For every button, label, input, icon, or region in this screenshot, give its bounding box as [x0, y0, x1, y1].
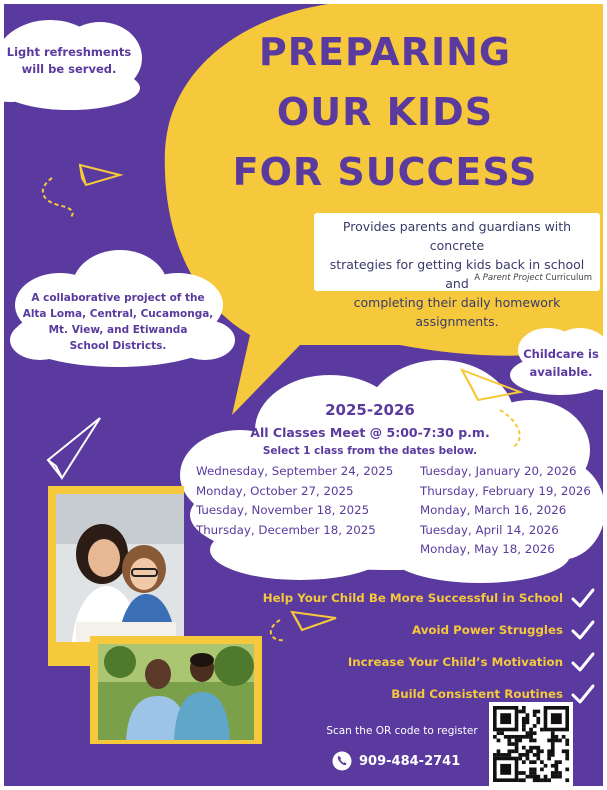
qr-module [544, 775, 548, 779]
qr-module [529, 746, 533, 750]
description-line: Provides parents and guardians with concrete [342, 219, 572, 253]
phone-contact[interactable] [332, 751, 460, 771]
qr-module [533, 713, 537, 717]
qr-module [504, 753, 508, 757]
qr-module [518, 735, 522, 739]
benefit-label: Increase Your Child’s Motivation [347, 655, 563, 669]
qr-module [504, 735, 508, 739]
qr-module [551, 771, 555, 775]
qr-module [522, 720, 526, 724]
qr-module [536, 717, 540, 721]
checkmark-icon [571, 587, 595, 609]
qr-module [558, 760, 562, 764]
phone-icon [332, 751, 352, 771]
qr-module [536, 778, 540, 782]
photo-illustration [98, 644, 254, 740]
qr-module [522, 735, 526, 739]
title-line: PREPARING [258, 30, 512, 74]
class-date: Tuesday, November 18, 2025 [196, 503, 370, 517]
qr-module [551, 749, 555, 753]
qr-module [551, 742, 555, 746]
refreshments-line: Light refreshments [6, 45, 132, 59]
class-date: Tuesday, January 20, 2026 [420, 464, 577, 478]
qr-module [565, 778, 569, 782]
qr-module [551, 764, 555, 768]
qr-module [529, 735, 533, 739]
qr-module [536, 757, 540, 761]
qr-module [562, 735, 566, 739]
qr-module [522, 753, 526, 757]
qr-module [497, 731, 501, 735]
qr-module [547, 753, 551, 757]
qr-module [547, 757, 551, 761]
description-box [314, 213, 600, 329]
credit-suffix: Curriculum [542, 273, 592, 283]
title-line: OUR KIDS [276, 90, 494, 134]
class-date: Monday, October 27, 2025 [196, 483, 354, 498]
qr-module [558, 739, 562, 743]
refreshments-note [6, 44, 132, 78]
qr-finder [500, 764, 511, 775]
collaboration-note [20, 290, 216, 354]
qr-module [526, 731, 530, 735]
qr-module [547, 739, 551, 743]
checkmark-icon [571, 619, 595, 641]
refreshments-line: will be served. [21, 62, 117, 76]
qr-module [522, 746, 526, 750]
class-date: Monday, May 18, 2026 [420, 542, 555, 556]
qr-module [518, 710, 522, 714]
description-line: strategies for getting kids back in school and [329, 257, 585, 291]
qr-module [558, 775, 562, 779]
class-date: Thursday, December 18, 2025 [196, 522, 376, 537]
qr-module [551, 739, 555, 743]
qr-module [540, 760, 544, 764]
dates-column-right [420, 462, 591, 560]
qr-module [551, 735, 555, 739]
qr-module [533, 731, 537, 735]
qr-module [536, 746, 540, 750]
meeting-time: All Classes Meet @ 5:00-7:30 p.m. [250, 425, 490, 440]
qr-module [497, 749, 501, 753]
qr-module [540, 749, 544, 753]
qr-module [529, 768, 533, 772]
qr-module [518, 757, 522, 761]
schedule-year: 2025-2026 [325, 401, 415, 419]
qr-module [540, 768, 544, 772]
qr-module [533, 753, 537, 757]
qr-module [522, 717, 526, 721]
qr-module [529, 749, 533, 753]
qr-module [511, 742, 515, 746]
qr-module [515, 739, 519, 743]
qr-module [526, 717, 530, 721]
qr-module [526, 775, 530, 779]
qr-module [515, 735, 519, 739]
qr-module [565, 753, 569, 757]
childcare-note [519, 345, 603, 381]
dates-column-left [196, 462, 393, 540]
phone-number: 909-484-2741 [359, 753, 461, 769]
qr-module [526, 749, 530, 753]
qr-module [500, 753, 504, 757]
qr-module [536, 720, 540, 724]
qr-module [526, 753, 530, 757]
qr-module [522, 771, 526, 775]
qr-module [533, 778, 537, 782]
qr-module [507, 739, 511, 743]
qr-module [526, 713, 530, 717]
collaboration-line: School Districts. [69, 340, 167, 352]
qr-module [522, 760, 526, 764]
qr-module [529, 739, 533, 743]
qr-module [555, 739, 559, 743]
qr-module [515, 746, 519, 750]
benefit-item [240, 614, 595, 646]
description-line: completing their daily homework assignments. [353, 295, 561, 329]
checkmark-icon [571, 683, 595, 705]
paper-plane-icon [43, 165, 120, 218]
photo-illustration [56, 494, 184, 642]
qr-module [511, 735, 515, 739]
qr-module [555, 760, 559, 764]
benefit-label: Build Consistent Routines [391, 687, 563, 701]
qr-module [533, 746, 537, 750]
qr-module [500, 731, 504, 735]
qr-module [565, 768, 569, 772]
qr-module [536, 775, 540, 779]
curriculum-credit [474, 269, 592, 288]
qr-module [507, 749, 511, 753]
qr-module [493, 753, 497, 757]
qr-module [522, 706, 526, 710]
benefit-label: Help Your Child Be More Successful in School [262, 591, 563, 605]
qr-module [555, 771, 559, 775]
qr-module [522, 728, 526, 732]
photo-mother-daughter [56, 494, 184, 642]
qr-module [518, 778, 522, 782]
page-title [200, 22, 570, 202]
qr-module [547, 749, 551, 753]
qr-module [511, 749, 515, 753]
qr-module [533, 739, 537, 743]
qr-module [515, 742, 519, 746]
qr-module [533, 710, 537, 714]
qr-module [565, 749, 569, 753]
qr-finder [551, 713, 562, 724]
schedule-instruction: Select 1 class from the dates below. [262, 445, 478, 457]
qr-module [497, 753, 501, 757]
qr-module [562, 749, 566, 753]
qr-module [522, 724, 526, 728]
qr-module [529, 728, 533, 732]
class-date: Tuesday, April 14, 2026 [420, 522, 559, 537]
qr-module [526, 757, 530, 761]
qr-module [533, 724, 537, 728]
qr-module [529, 771, 533, 775]
qr-module [526, 735, 530, 739]
benefit-label: Avoid Power Struggles [412, 623, 563, 637]
qr-module [518, 739, 522, 743]
qr-module [518, 771, 522, 775]
paper-plane-icon [48, 418, 100, 478]
benefits-list [240, 582, 595, 710]
qr-module [555, 768, 559, 772]
qr-module [555, 735, 559, 739]
qr-code-graphic [489, 702, 573, 786]
qr-module [540, 728, 544, 732]
qr-module [555, 764, 559, 768]
collaboration-line: Mt. View, and Etiwanda [48, 324, 188, 336]
qr-module [565, 742, 569, 746]
qr-module [544, 764, 548, 768]
class-date: Wednesday, September 24, 2025 [196, 464, 394, 478]
qr-module [551, 753, 555, 757]
credit-emphasis: Parent Project [482, 273, 543, 283]
qr-module [507, 753, 511, 757]
class-date: Monday, March 16, 2026 [420, 503, 567, 517]
qr-module [522, 710, 526, 714]
qr-module [493, 735, 497, 739]
qr-module [551, 731, 555, 735]
collaboration-line: A collaborative project of the [31, 292, 205, 304]
qr-module [565, 739, 569, 743]
qr-module [529, 731, 533, 735]
qr-module [507, 742, 511, 746]
qr-module [540, 778, 544, 782]
qr-module [558, 771, 562, 775]
qr-code[interactable] [489, 702, 573, 786]
qr-module [518, 753, 522, 757]
qr-module [533, 771, 537, 775]
class-date: Thursday, February 19, 2026 [420, 483, 591, 498]
qr-finder [500, 713, 511, 724]
credit-prefix: A [474, 273, 483, 283]
qr-module [551, 746, 555, 750]
qr-module [547, 778, 551, 782]
scan-instruction: Scan the OR code to register [326, 725, 478, 737]
collaboration-line: Alta Loma, Central, Cucamonga, [22, 308, 214, 320]
qr-module [526, 720, 530, 724]
qr-module [533, 768, 537, 772]
qr-module [533, 775, 537, 779]
qr-module [515, 749, 519, 753]
qr-module [507, 735, 511, 739]
qr-module [544, 778, 548, 782]
qr-module [529, 775, 533, 779]
qr-module [536, 710, 540, 714]
qr-module [533, 760, 537, 764]
title-line: FOR SUCCESS [232, 150, 538, 194]
qr-module [522, 778, 526, 782]
qr-module [551, 775, 555, 779]
benefit-item [240, 582, 595, 614]
qr-module [565, 757, 569, 761]
checkmark-icon [571, 651, 595, 673]
qr-module [555, 775, 559, 779]
qr-module [529, 760, 533, 764]
photo-father-son [98, 644, 254, 740]
benefit-item [240, 646, 595, 678]
qr-module [536, 753, 540, 757]
qr-module [497, 739, 501, 743]
qr-module [536, 749, 540, 753]
childcare-line: available. [529, 365, 593, 379]
childcare-line: Childcare is [523, 347, 599, 361]
